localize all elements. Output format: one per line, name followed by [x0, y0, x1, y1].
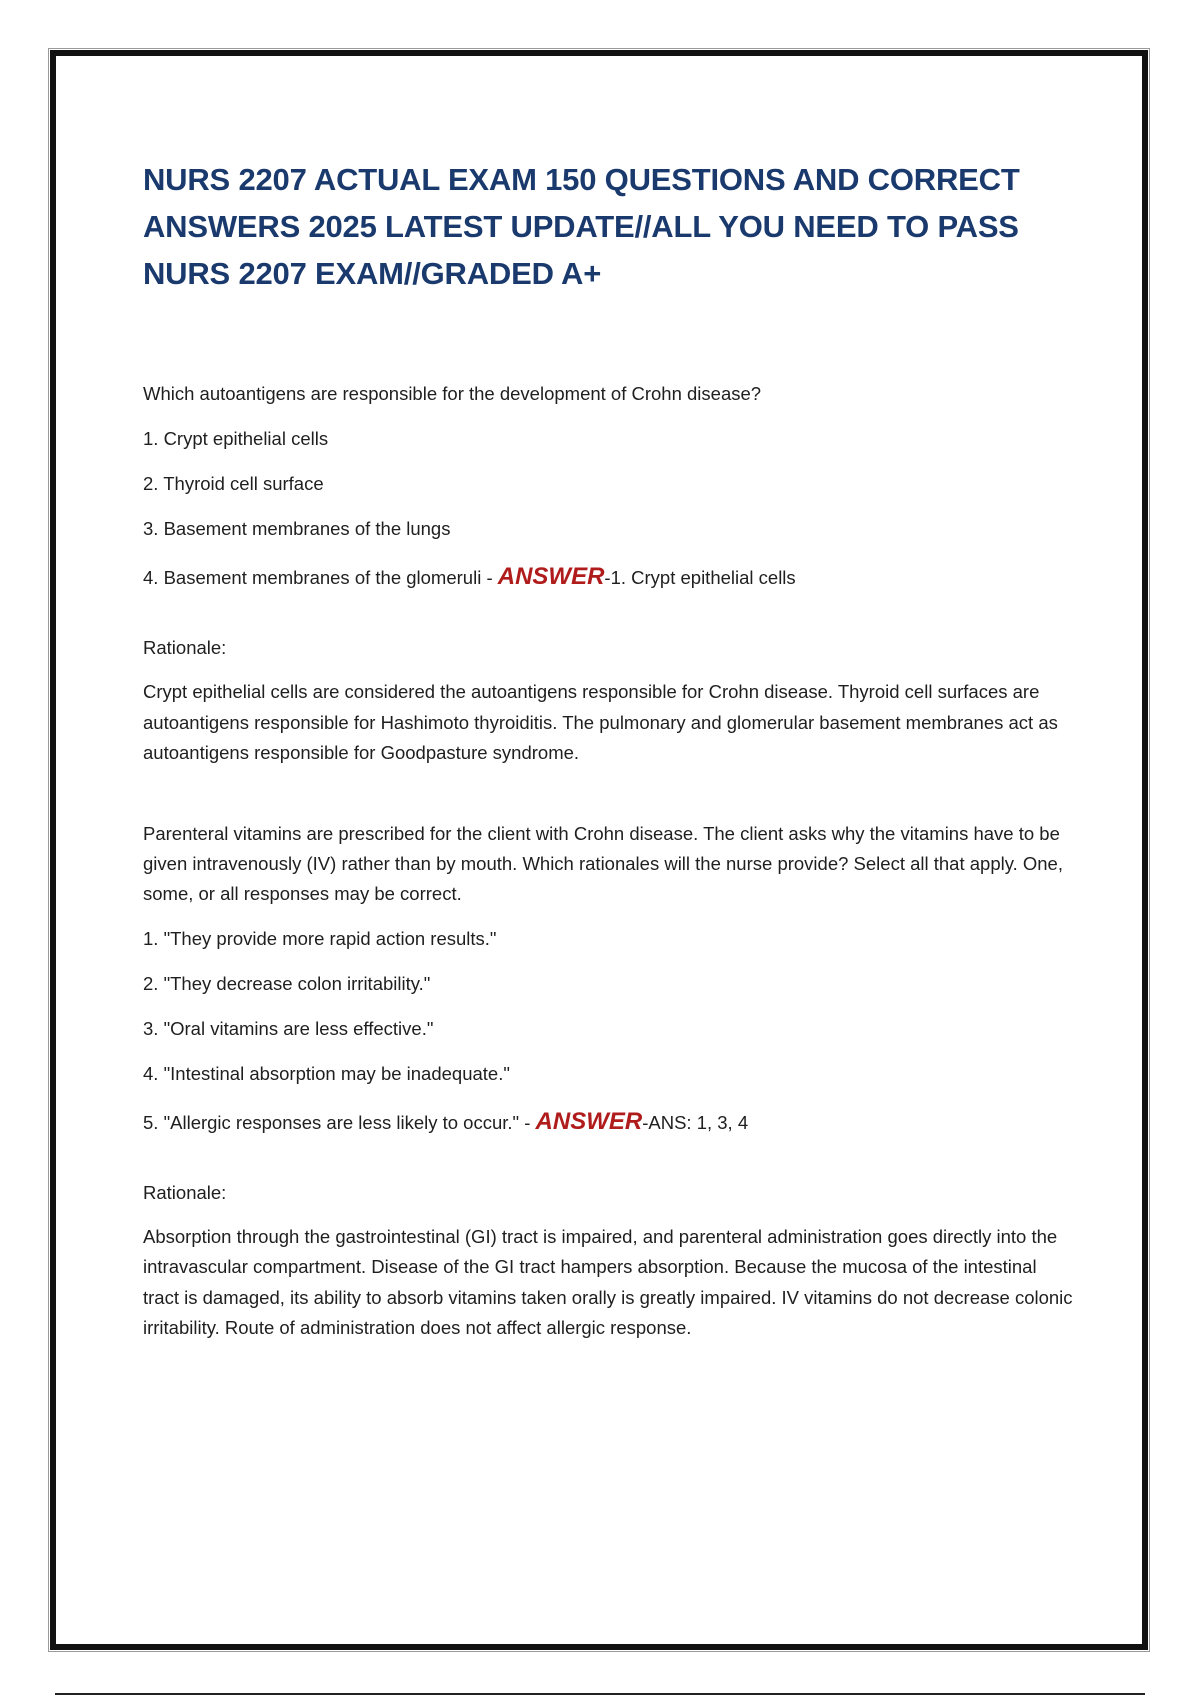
option-item: 1. "They provide more rapid action results."	[143, 927, 497, 949]
answer-text: -ANS: 1, 3, 4	[642, 1111, 749, 1133]
option-item-with-answer	[143, 562, 1073, 593]
rationale-label: Rationale:	[143, 637, 227, 658]
answer-text: -1. Crypt epithelial cells	[604, 567, 796, 588]
option-item: 2. "They decrease colon irritability."	[143, 972, 431, 994]
document-page	[50, 50, 1148, 1650]
option-item: 2. Thyroid cell surface	[143, 473, 324, 494]
option-item: 1. Crypt epithelial cells	[143, 428, 329, 449]
option-item-with-answer	[143, 1107, 1073, 1138]
option-list	[143, 424, 1073, 593]
rationale-text: Absorption through the gastrointestinal (GI) tract is impaired, and parenteral administration goes directly into the intravascular compartment. Disease of the GI tract hampers absorption. Because the mucosa of the intestinal tract is damaged, its ability to absorb vitamins taken orally is greatly impaired. IV vitamins do not decrease colonic irritability. Route of administration does not affect allergic response.	[143, 1225, 1073, 1338]
option-list	[143, 924, 1073, 1138]
answer-tag: ANSWER	[535, 1107, 643, 1135]
question-stem: Parenteral vitamins are prescribed for the client with Crohn disease. The client asks why the vitamins have to be given intravenously (IV) rather than by mouth. Which rationales will the nurse provide? Select all that apply. One, some, or all responses may be correct.	[143, 822, 1063, 904]
option-item: 3. "Oral vitamins are less effective."	[143, 1017, 434, 1039]
rationale-text: Crypt epithelial cells are considered the autoantigens responsible for Crohn disease. Thyroid cell surfaces are autoantigens responsible for Hashimoto thyroiditis. The pulmonary and glomerular basement membranes act as autoantigens responsible for Goodpasture syndrome.	[143, 681, 1058, 763]
document-content	[143, 156, 1073, 1344]
question-block-1	[143, 379, 1073, 769]
question-stem: Which autoantigens are responsible for the development of Crohn disease?	[143, 383, 762, 404]
document-title: NURS 2207 ACTUAL EXAM 150 QUESTIONS AND CORRECT ANSWERS 2025 LATEST UPDATE//ALL YOU NEED TO PASS NURS 2207 EXAM//GRADED A+	[143, 162, 1020, 291]
option-item: 4. "Intestinal absorption may be inadequate."	[143, 1062, 510, 1084]
option-text: 5. "Allergic responses are less likely to occur." -	[143, 1111, 536, 1133]
option-item: 3. Basement membranes of the lungs	[143, 518, 451, 539]
answer-tag: ANSWER	[497, 563, 605, 590]
footer-divider	[55, 1693, 1145, 1695]
question-block-2	[143, 819, 1073, 1344]
option-text: 4. Basement membranes of the glomeruli -	[143, 567, 498, 588]
rationale-label: Rationale:	[143, 1181, 227, 1203]
